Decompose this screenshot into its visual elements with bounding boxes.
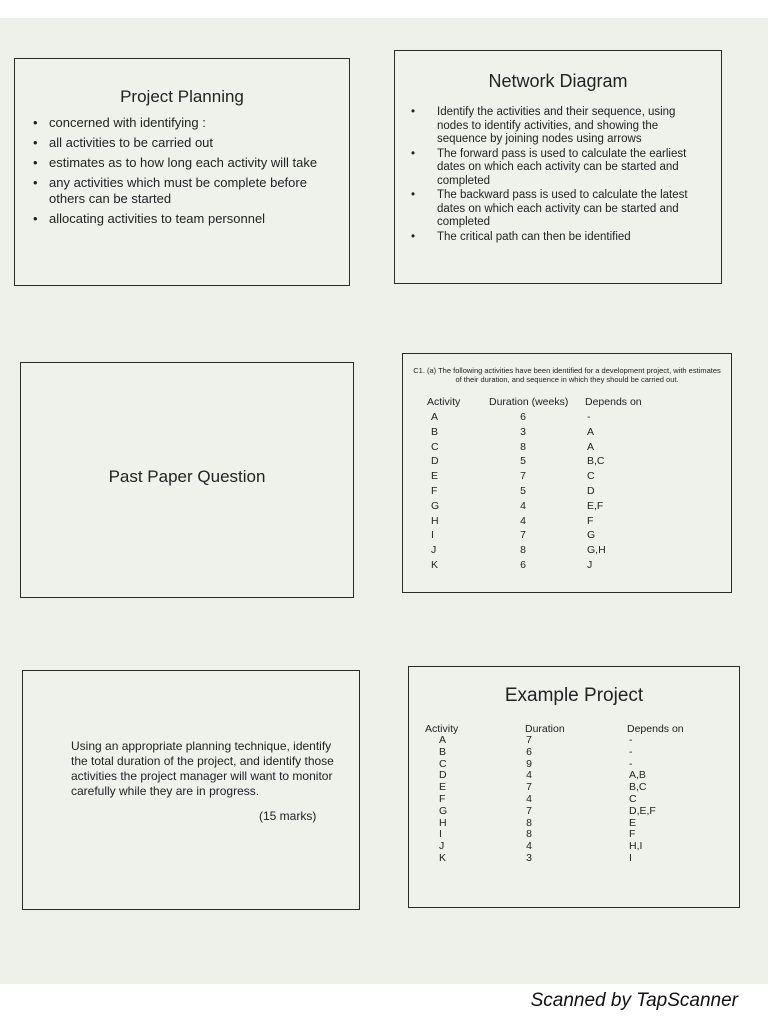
- cell-activity: G: [439, 804, 448, 817]
- cell-depends: D: [587, 485, 595, 497]
- bullet-list: [15, 115, 349, 227]
- example-table: [409, 723, 739, 893]
- cell-depends: F: [587, 514, 594, 527]
- cell-duration: 7: [526, 804, 532, 817]
- cell-duration: 4: [520, 499, 526, 512]
- cell-activity: D: [431, 455, 439, 468]
- bullet-item: • The backward pass is used to calculate the latest dates on which each activity can be started and completed: [437, 189, 707, 230]
- column-header-depends: Depends on: [585, 396, 642, 408]
- marks-label: (15 marks): [259, 809, 317, 823]
- bullet-list: [395, 106, 721, 244]
- cell-duration: 4: [526, 840, 532, 853]
- cell-activity: K: [439, 852, 447, 864]
- slide-question-text: [22, 670, 360, 910]
- slide-project-planning: [14, 58, 350, 286]
- cell-activity: C: [439, 757, 447, 770]
- cell-depends: E,F: [587, 499, 604, 512]
- cell-duration: 4: [520, 514, 526, 527]
- cell-activity: E: [431, 470, 439, 483]
- question-text: Using an appropriate planning technique, identify the total duration of the project, and identify those activities the project manager will want to monitor carefully while they are in progress.: [71, 739, 334, 798]
- slide-example-project: [408, 666, 740, 908]
- bullet-item: • allocating activities to team personnel: [49, 211, 339, 227]
- cell-activity: J: [431, 544, 437, 557]
- cell-depends: G,H: [587, 544, 606, 557]
- cell-duration: 4: [526, 769, 532, 782]
- cell-depends: B,C: [629, 781, 647, 794]
- slide-title: Past Paper Question: [108, 467, 266, 486]
- bullet-item: • estimates as to how long each activity will take: [49, 155, 339, 171]
- cell-activity: G: [431, 499, 440, 512]
- slide-past-paper-question: [20, 362, 354, 598]
- cell-activity: I: [431, 529, 434, 542]
- cell-duration: 4: [526, 793, 532, 805]
- cell-activity: J: [439, 840, 445, 853]
- cell-depends: B,C: [587, 455, 605, 468]
- cell-activity: I: [439, 828, 442, 841]
- cell-activity: A: [439, 734, 447, 746]
- cell-duration: 8: [526, 816, 532, 829]
- cell-duration: 6: [520, 559, 526, 571]
- activity-table: [403, 396, 731, 576]
- cell-duration: 7: [526, 781, 532, 794]
- column-header-activity: Activity: [425, 723, 459, 735]
- cell-depends: J: [587, 559, 593, 571]
- cell-depends: G: [587, 529, 596, 542]
- cell-activity: B: [439, 745, 447, 758]
- column-header-depends: Depends on: [627, 723, 684, 735]
- cell-depends: C: [629, 793, 637, 805]
- bullet-item: • The forward pass is used to calculate the earliest dates on which each activity can be started and completed: [437, 148, 707, 189]
- bullet-item: • any activities which must be complete before others can be started: [49, 175, 339, 207]
- cell-duration: 7: [520, 529, 526, 542]
- cell-activity: F: [431, 485, 438, 497]
- bullet-item: • The critical path can then be identified: [437, 231, 707, 245]
- cell-activity: A: [431, 411, 439, 423]
- cell-depends: A,B: [629, 769, 646, 782]
- cell-depends: D,E,F: [629, 804, 656, 817]
- cell-depends: H,I: [629, 840, 643, 853]
- cell-activity: E: [439, 781, 447, 794]
- cell-activity: F: [439, 793, 446, 805]
- column-header-duration: Duration (weeks): [489, 396, 569, 408]
- cell-duration: 8: [520, 440, 526, 453]
- cell-depends: -: [587, 411, 591, 423]
- cell-depends: A: [587, 440, 595, 453]
- cell-duration: 5: [520, 455, 526, 468]
- cell-activity: C: [431, 440, 439, 453]
- scanner-watermark: Scanned by TapScanner: [530, 990, 738, 1011]
- cell-duration: 8: [520, 544, 526, 557]
- cell-depends: -: [629, 734, 633, 746]
- cell-duration: 5: [520, 485, 526, 497]
- cell-duration: 6: [520, 411, 526, 423]
- cell-activity: B: [431, 425, 439, 438]
- column-header-duration: Duration: [525, 723, 565, 735]
- column-header-activity: Activity: [427, 396, 461, 408]
- cell-depends: F: [629, 828, 636, 841]
- cell-duration: 7: [520, 470, 526, 483]
- cell-activity: D: [439, 769, 447, 782]
- cell-duration: 6: [526, 745, 532, 758]
- cell-depends: C: [587, 470, 595, 483]
- bullet-item: • concerned with identifying :: [49, 115, 339, 131]
- cell-duration: 8: [526, 828, 532, 841]
- slide-title: Project Planning: [120, 87, 244, 106]
- slide-activity-table: [402, 353, 732, 593]
- slide-network-diagram: [394, 50, 722, 284]
- bullet-item: • all activities to be carried out: [49, 135, 339, 151]
- cell-activity: K: [431, 559, 439, 571]
- cell-activity: H: [439, 816, 447, 829]
- cell-activity: H: [431, 514, 439, 527]
- cell-depends: -: [629, 757, 633, 770]
- cell-duration: 3: [526, 852, 532, 864]
- cell-depends: A: [587, 425, 595, 438]
- cell-depends: E: [629, 816, 637, 829]
- slide-title: Network Diagram: [488, 71, 628, 91]
- cell-depends: -: [629, 745, 633, 758]
- cell-duration: 9: [526, 757, 532, 770]
- cell-duration: 3: [520, 425, 526, 438]
- bullet-item: • Identify the activities and their sequence, using nodes to identify activities, and showing the sequence by joining nodes using arrows: [437, 106, 707, 147]
- cell-depends: I: [629, 852, 632, 864]
- slide-title: Example Project: [504, 685, 644, 706]
- cell-duration: 7: [526, 734, 532, 746]
- question-intro: C1. (a) The following activities have been identified for a development project, with estimates of their duration, and sequence in which they should be carried out.: [413, 366, 721, 384]
